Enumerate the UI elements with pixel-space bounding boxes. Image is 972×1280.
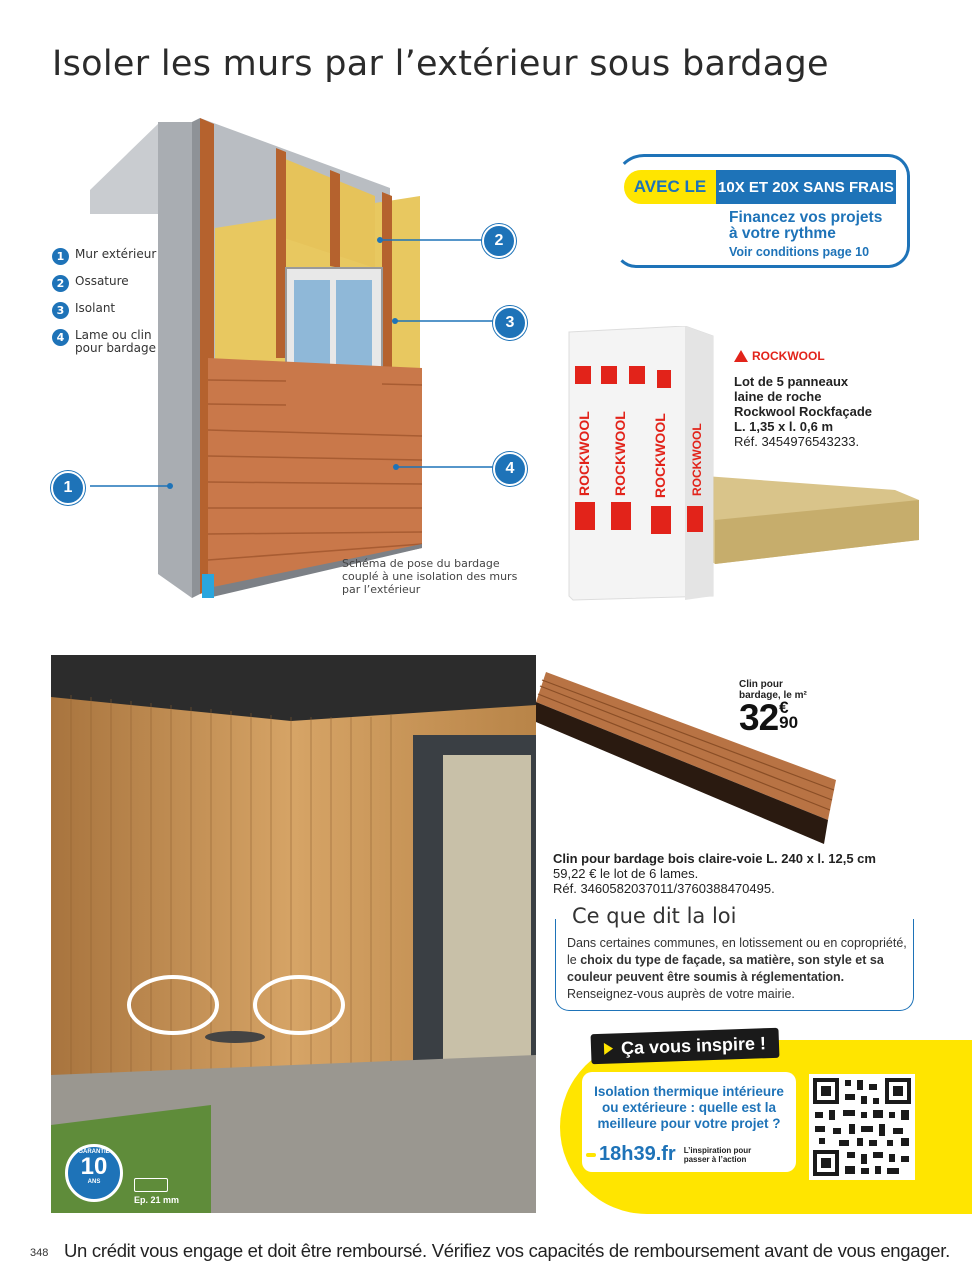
product2-lot-price: 59,22 € le lot de 6 lames. — [553, 866, 699, 881]
legend-number: 1 — [52, 248, 69, 265]
legend-label: Lame ou clin pour bardage — [75, 328, 156, 355]
product2-ref: Réf. 3460582037011/3760388470495. — [553, 881, 775, 896]
wall-cladding-diagram — [90, 118, 540, 602]
law-text-outro: Renseignez-vous auprès de votre mairie. — [567, 987, 795, 1001]
rockwool-mark-icon — [734, 350, 748, 362]
legend-number: 3 — [52, 302, 69, 319]
price-decimal: 90 — [779, 713, 799, 732]
product1-line1: Lot de 5 panneaux — [734, 374, 849, 389]
price — [739, 697, 799, 738]
thickness-text: Ep. 21 mm — [134, 1195, 180, 1205]
callout-2: 2 — [482, 224, 516, 258]
law-title: Ce que dit la loi — [562, 904, 742, 928]
play-icon — [604, 1043, 613, 1055]
thickness-label — [134, 1178, 179, 1205]
inspire-tag-text: Ça vous inspire ! — [620, 1032, 767, 1058]
plank-icon — [134, 1178, 168, 1192]
law-text-intro: Dans certaines communes, en lotissement ou en copropriété, le — [567, 936, 907, 967]
site-arrow-icon — [586, 1153, 596, 1157]
credit-disclaimer: Un crédit vous engage et doit être remboursé. Vérifiez vos capacités de remboursement avant de vous engager. — [64, 1240, 950, 1261]
warranty-unit: ANS — [87, 1179, 101, 1185]
page-number: 348 — [30, 1247, 49, 1259]
product1-line4: L. 1,35 x l. 0,6 m — [734, 419, 833, 434]
legend-number: 4 — [52, 329, 69, 346]
product1-line3: Rockwool Rockfaçade — [734, 404, 872, 419]
callout-3: 3 — [493, 306, 527, 340]
callout-4: 4 — [493, 452, 527, 486]
pack-brand-text: ROCKWOOL — [576, 411, 592, 496]
site-tagline-line1: L’inspiration pour — [683, 1145, 752, 1155]
callout-1: 1 — [51, 471, 85, 505]
page-title: Isoler les murs par l’extérieur sous bardage — [52, 44, 829, 84]
terrace-photo — [51, 655, 536, 1213]
promo-conditions-link[interactable]: Voir conditions page 10 — [729, 245, 870, 259]
legend-label: Mur extérieur — [75, 247, 157, 261]
svg-text:ROCKWOOL: ROCKWOOL — [690, 423, 704, 496]
rockwool-brand-text: ROCKWOOL — [752, 349, 825, 363]
diagram-caption: Schéma de pose du bardage couplé à une isolation des murs par l’extérieur — [342, 557, 518, 596]
promo-headline — [729, 210, 882, 242]
price-label-line1: Clin pour — [739, 679, 783, 690]
site-link[interactable] — [586, 1143, 751, 1166]
warranty-badge — [65, 1144, 123, 1202]
price-currency: € — [779, 698, 789, 717]
wall-side — [158, 122, 192, 598]
qr-code[interactable] — [809, 1074, 915, 1180]
law-text-bold: choix du type de façade, sa matière, son style et sa couleur peuvent être soumis à réglementation. — [567, 953, 884, 984]
site-url[interactable]: 18h39.fr — [599, 1143, 676, 1165]
law-text — [567, 935, 912, 1003]
product1-line2: laine de roche — [734, 389, 822, 404]
cladding-product-info — [553, 851, 876, 896]
price-decimal-block — [779, 700, 798, 736]
rockwool-product-info — [734, 374, 872, 449]
rockwool-product-image — [565, 326, 927, 604]
site-tagline — [684, 1146, 752, 1164]
svg-text:ROCKWOOL: ROCKWOOL — [652, 413, 668, 498]
rockwool-logo — [734, 349, 825, 363]
promo-line1: Financez vos projets — [729, 209, 883, 226]
product1-ref: Réf. 3454976543233. — [734, 434, 860, 449]
legend-number: 2 — [52, 275, 69, 292]
legend-label: Ossature — [75, 274, 129, 288]
product2-name: Clin pour bardage bois claire-voie L. 240 x l. 12,5 cm — [553, 851, 876, 866]
table — [205, 1031, 265, 1043]
inspire-question: Isolation thermique intérieure ou extérieure : quelle est la meilleure pour votre projet ? — [594, 1084, 784, 1131]
price-integer: 32 — [739, 697, 779, 738]
promo-avec-le: AVEC LE — [624, 170, 716, 204]
warranty-years: 10 — [80, 1153, 108, 1180]
svg-text:ROCKWOOL: ROCKWOOL — [612, 411, 628, 496]
site-tagline-line2: passer à l’action — [683, 1154, 747, 1164]
promo-line2: à votre rythme — [729, 225, 836, 242]
price-label-line2: bardage, le m² — [739, 690, 807, 701]
legend-label: Isolant — [75, 301, 116, 315]
warranty-top: GARANTIE — [78, 1149, 110, 1155]
promo-offer: 10X ET 20X SANS FRAIS — [716, 170, 896, 204]
